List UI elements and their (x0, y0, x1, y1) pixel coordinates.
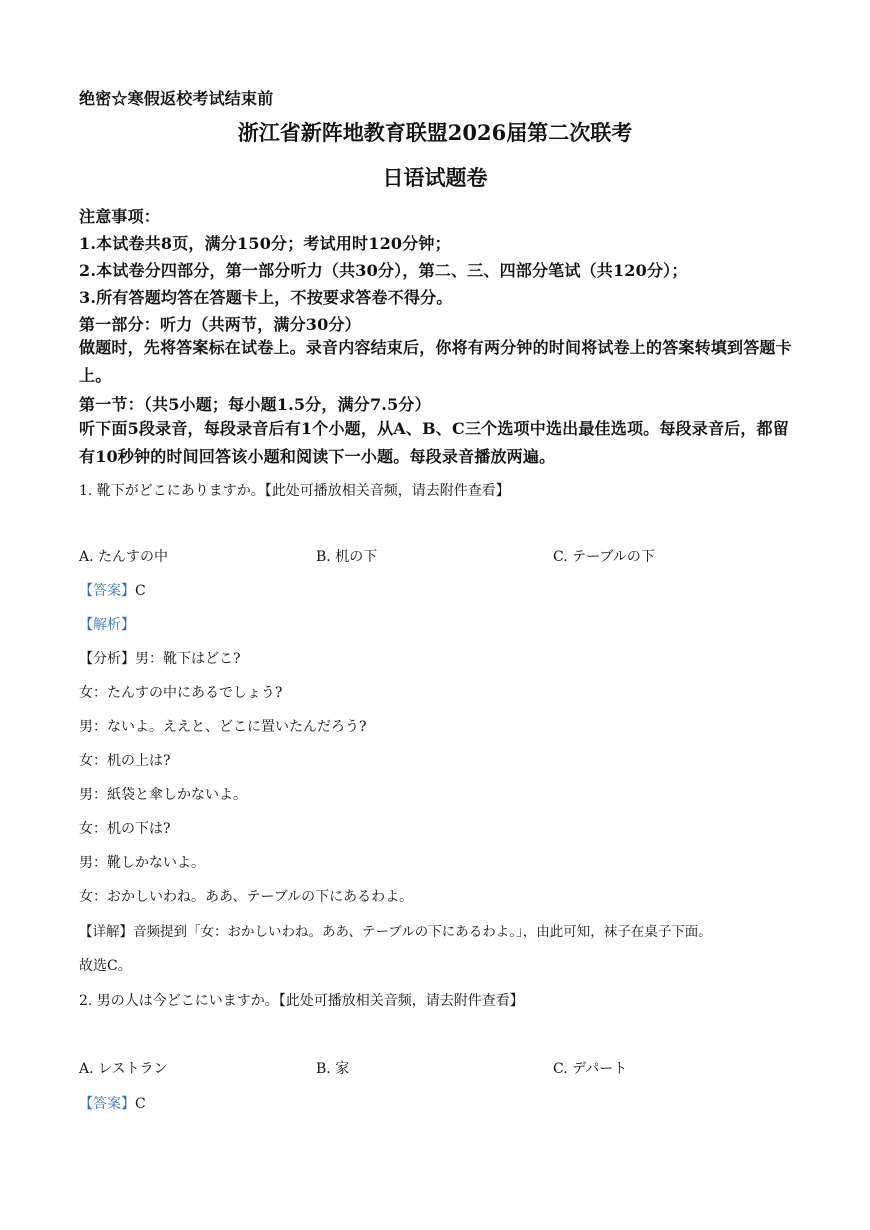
part1-instruction: 做题时，先将答案标在试卷上。录音内容结束后，你将有两分钟的时间将试卷上的答案转填到答题卡上。 (79, 338, 792, 385)
section1-instruction: 听下面5段录音，每段录音后有1个小题，从A、B、C三个选项中选出最佳选项。每段录音后，都留有10秒钟的时间回答该小题和阅读下一小题。每段录音播放两遍。 (79, 419, 789, 466)
answer-tag: 【答案】 (79, 583, 135, 599)
part1-heading: 第一部分：听力（共两节，满分30分） (79, 315, 361, 334)
q1-option-c: C. テーブルの下 (553, 549, 655, 565)
answer-tag: 【答案】 (79, 1096, 135, 1112)
q2-stem: 2. 男の人は今どこにいますか。【此处可播放相关音频，请去附件查看】 (79, 993, 524, 1009)
dialogue-line: 男：紙袋と傘しかないよ。 (79, 787, 247, 803)
q1-answer (79, 580, 146, 600)
notice-item-1: 1.本试卷共8页，满分150分；考试用时120分钟； (79, 234, 451, 253)
q1-option-b: B. 机の下 (316, 549, 378, 565)
dialogue-line: 女：おかしいわね。ああ、テーブルの下にあるわよ。 (79, 889, 414, 905)
q1-option-a: A. たんすの中 (79, 549, 169, 565)
confidential-label: 绝密☆寒假返校考试结束前 (79, 89, 274, 108)
dialogue-line: 男：靴しかないよ。 (79, 855, 205, 871)
q2-option-c: C. デパート (553, 1061, 628, 1077)
q1-fenxi (79, 648, 241, 668)
q1-analysis-tag: 【解析】 (79, 617, 135, 633)
notice-heading: 注意事项： (79, 207, 161, 226)
notice-item-2: 2.本试卷分四部分，第一部分听力（共30分），第二、三、四部分笔试（共120分）； (79, 261, 688, 280)
answer-value: C (135, 583, 146, 599)
dialogue-line: 男：ないよ。ええと、どこに置いたんだろう? (79, 719, 367, 735)
q1-detail (79, 920, 712, 940)
dialogue-line: 女：机の下は? (79, 821, 171, 837)
q2-option-b: B. 家 (316, 1061, 350, 1077)
exam-title: 浙江省新阵地教育联盟2026届第二次联考 (237, 120, 633, 145)
q1-stem: 1. 靴下がどこにありますか。【此处可播放相关音频，请去附件查看】 (79, 483, 510, 499)
q2-answer (79, 1093, 146, 1113)
exam-subtitle: 日语试题卷 (382, 165, 488, 190)
dialogue-line: 男：靴下はどこ? (135, 651, 241, 667)
detail-tag: 【详解】 (79, 924, 133, 940)
section1-heading: 第一节：（共5小题；每小题1.5分，满分7.5分） (79, 395, 431, 414)
dialogue-line: 女：たんすの中にあるでしょう? (79, 685, 283, 701)
fenxi-tag: 【分析】 (79, 651, 135, 667)
dialogue-line: 女：机の上は? (79, 753, 171, 769)
answer-value: C (135, 1096, 146, 1112)
notice-item-3: 3.所有答题均答在答题卡上，不按要求答卷不得分。 (79, 288, 453, 307)
q1-conclusion: 故选C。 (79, 958, 132, 974)
detail-text: 音频提到「女：おかしいわね。ああ、テーブルの下にあるわよ。」，由此可知，袜子在桌子下面。 (133, 924, 712, 940)
q2-option-a: A. レストラン (79, 1061, 168, 1077)
